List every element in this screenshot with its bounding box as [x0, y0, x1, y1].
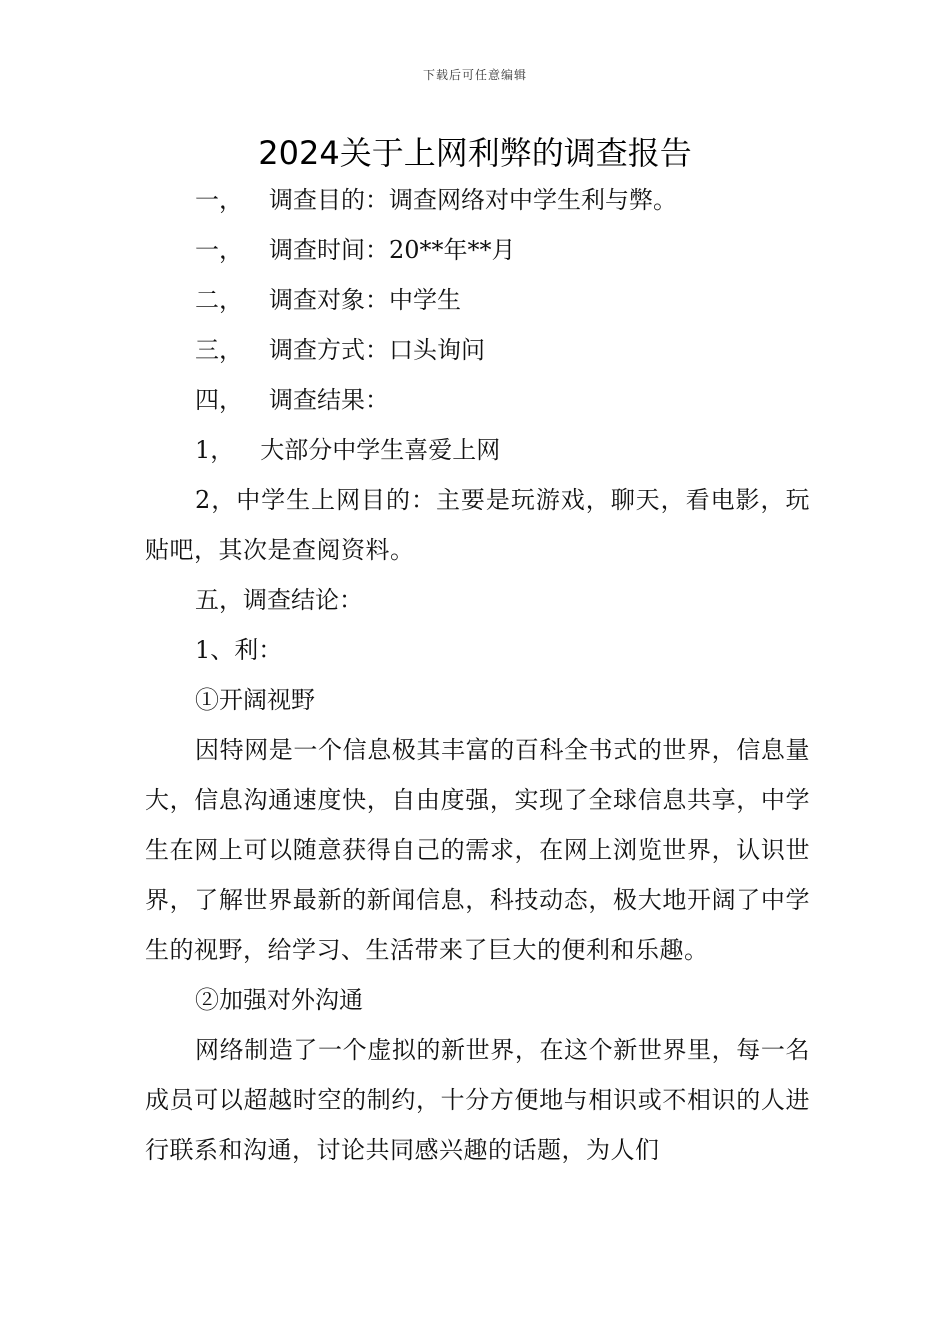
point-1-paragraph: 因特网是一个信息极其丰富的百科全书式的世界，信息量大，信息沟通速度快，自由度强，实现了全球信息共享，中学生在网上可以随意获得自己的需求，在网上浏览世界，认识世界，了解世界最新的新闻信息，科技动态，极大地开阔了中学生的视野，给学习、生活带来了巨大的便利和乐趣。 — [145, 736, 810, 964]
method-line — [145, 325, 810, 375]
header-note: 下载后可任意编辑 — [422, 68, 527, 82]
result-item-2: 2，中学生上网目的：主要是玩游戏，聊天，看电影，玩贴吧，其次是查阅资料。 — [145, 486, 810, 564]
section-number: 四， — [195, 386, 243, 414]
section-number: 二， — [195, 286, 243, 314]
time-line — [145, 225, 810, 275]
section-number: 三， — [195, 336, 243, 364]
benefit-heading: 1、利： — [195, 636, 283, 664]
section-text: 调查结果： — [269, 386, 389, 414]
item-number: 1， — [195, 436, 235, 464]
point-2-heading: ②加强对外沟通 — [195, 986, 363, 1014]
document-body — [145, 175, 810, 1175]
section-number: 一， — [195, 186, 243, 214]
item-text: 大部分中学生喜爱上网 — [260, 436, 501, 464]
purpose-line — [145, 175, 810, 225]
target-line — [145, 275, 810, 325]
section-text: 调查时间：20**年**月 — [269, 236, 516, 264]
document-title: 2024关于上网利弊的调查报告 — [258, 134, 692, 172]
section-text: 调查方式：口头询问 — [269, 336, 485, 364]
point-2-paragraph: 网络制造了一个虚拟的新世界，在这个新世界里，每一名成员可以超越时空的制约，十分方便地与相识或不相识的人进行联系和沟通，讨论共同感兴趣的话题，为人们 — [145, 1036, 810, 1164]
section-number: 一， — [195, 236, 243, 264]
conclusion-heading: 五，调查结论： — [195, 586, 363, 614]
section-text: 调查目的：调查网络对中学生利与弊。 — [269, 186, 677, 214]
result-item-1 — [145, 425, 810, 475]
section-text: 调查对象：中学生 — [269, 286, 461, 314]
point-1-heading: ①开阔视野 — [195, 686, 315, 714]
results-heading — [145, 375, 810, 425]
